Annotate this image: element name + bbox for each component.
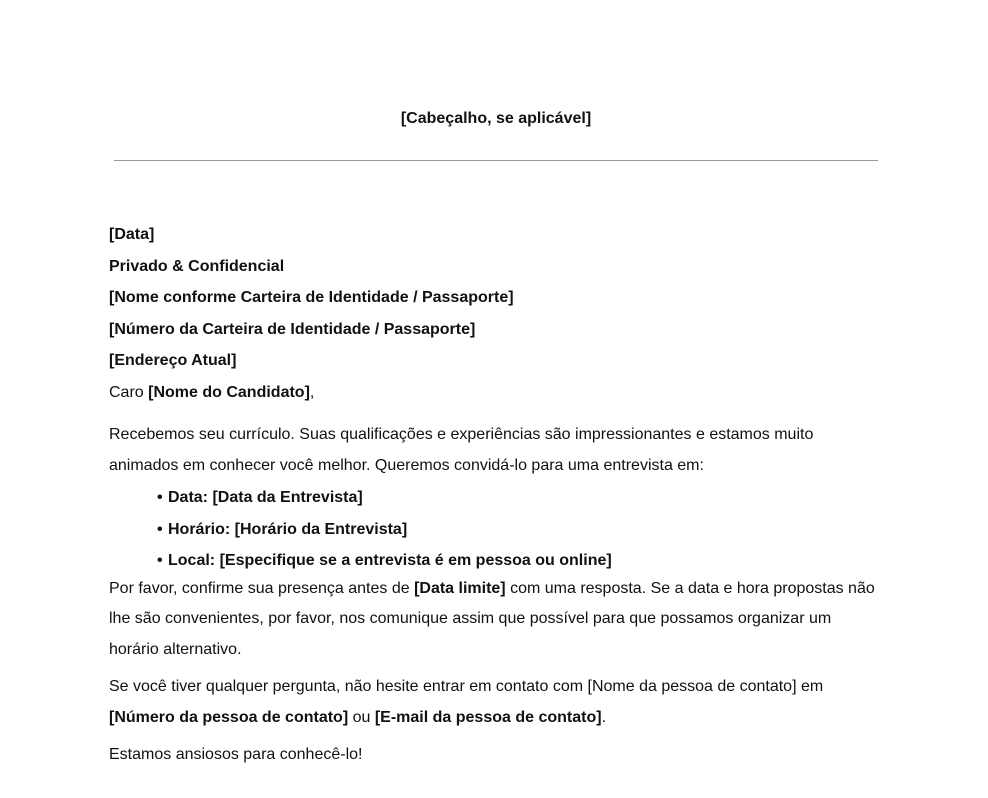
deadline-field: [Data limite] [414,579,506,597]
confidential-label: Privado & Confidencial [109,257,285,275]
greeting-suffix: , [309,383,315,401]
contact-suffix: . [601,708,607,726]
confirmation-paragraph [109,574,884,666]
contact-paragraph [109,672,884,733]
contact-mid: ou [348,708,375,726]
bullet-icon: • [157,552,163,569]
contact-email-field: [E-mail da pessoa de contato] [374,708,602,726]
candidate-name-field: [Nome do Candidato] [148,383,310,401]
greeting [109,382,884,414]
address-field: [Endereço Atual] [109,352,237,369]
id-number-field: [Número da Carteira de Identidade / Passaporte] [109,320,476,338]
date-field: [Data] [109,226,155,243]
bullet-icon: • [157,489,163,506]
greeting-prefix: Caro [109,383,149,401]
intro-paragraph: Recebemos seu currículo. Suas qualificações e experiências são impressionantes e estamos muito animados em conhecer você melhor. Queremos convidá-lo para uma entrevista em: [109,426,814,474]
closing-line: Estamos ansiosos para conhecê-lo! [109,746,363,763]
interview-time-item: • Horário: [Horário da Entrevista] [157,519,884,551]
confirm-prefix: Por favor, confirme sua presença antes de [109,579,415,597]
letter-body [109,224,884,771]
interview-details-list [109,487,884,582]
interview-location-item: • Local: [Especifique se a entrevista é em pessoa ou online] [157,550,884,582]
bullet-icon: • [157,520,163,538]
interview-date-item: • Data: [Data da Entrevista] [157,487,884,519]
confirm-suffix: com uma resposta. Se a data e hora propostas não lhe são convenientes, por favor, nos comunique assim que possível para que possamos organizar um horário alternativo. [109,579,875,658]
contact-prefix: Se você tiver qualquer pergunta, não hesite entrar em contato com [Nome da pessoa de contato] em [109,678,824,695]
header-divider [114,160,878,161]
contact-phone-field: [Número da pessoa de contato] [109,708,349,726]
id-name-field: [Nome conforme Carteira de Identidade / Passaporte] [109,289,514,306]
header-title: [Cabeçalho, se aplicável] [400,110,592,127]
